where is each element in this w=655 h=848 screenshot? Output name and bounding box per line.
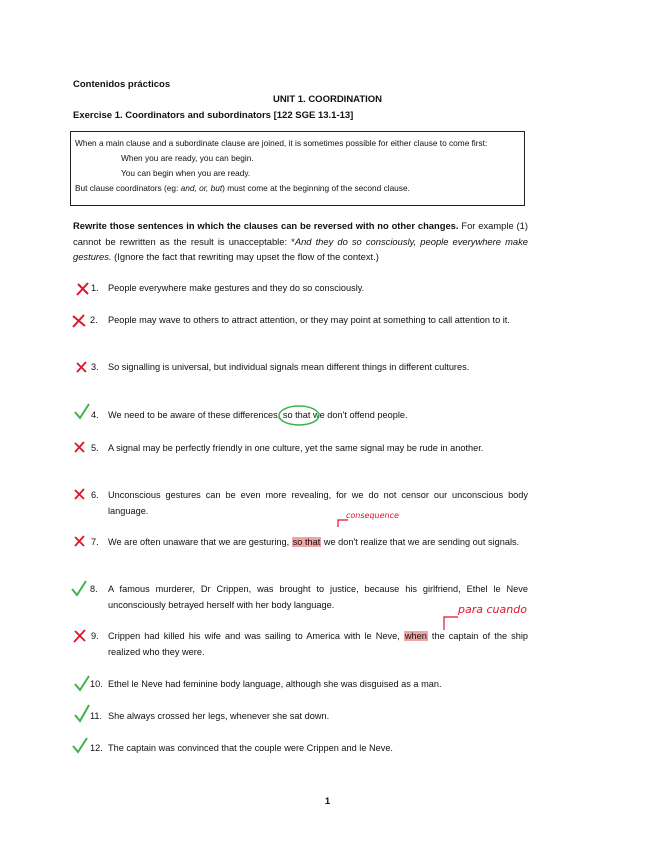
exercise-title: Exercise 1. Coordinators and subordinators [122 SGE 13.1-13] xyxy=(73,110,354,121)
list-item: People everywhere make gestures and they do so consciously. xyxy=(108,283,365,293)
item-number: 7. xyxy=(91,537,99,547)
handwritten-annotation: para cuando xyxy=(458,603,527,616)
item-number: 9. xyxy=(91,631,99,641)
section-heading: Contenidos prácticos xyxy=(73,79,171,90)
list-item: We need to be aware of these differences, so that we don't offend people. xyxy=(108,408,528,424)
item-number: 11. xyxy=(90,711,103,721)
check-mark-icon xyxy=(73,703,91,728)
item-number: 6. xyxy=(91,490,99,500)
unit-title: UNIT 1. COORDINATION xyxy=(272,94,383,105)
cross-mark-icon xyxy=(73,488,86,506)
list-item: We are often unaware that we are gesturing, so that we don't realize that we are sending out signals. xyxy=(108,537,520,547)
list-item: She always crossed her legs, whenever she sat down. xyxy=(108,711,330,721)
check-mark-icon xyxy=(73,674,91,697)
circled-phrase: so that xyxy=(283,408,311,424)
rule-box xyxy=(70,131,525,206)
list-item: The captain was convinced that the couple were Crippen and le Neve. xyxy=(108,743,393,753)
list-item: Unconscious gestures can be even more revealing, for we do not censor our unconscious body language. xyxy=(108,490,528,516)
item-number: 10. xyxy=(90,679,103,689)
cross-mark-icon xyxy=(75,361,88,379)
instructions: Rewrite those sentences in which the clauses can be reversed with no other changes. For example (1) cannot be rewritten as the result is unacceptable: *And they do so consciously, people everywhere make gestures. (Ignore the fact that rewriting may upset the flow of the context.) xyxy=(73,220,528,262)
check-mark-icon xyxy=(73,402,91,425)
cross-mark-icon xyxy=(71,314,87,333)
rule-example-2: You can begin when you are ready. xyxy=(121,168,251,178)
list-item: So signalling is universal, but individual signals mean different things in different cultures. xyxy=(108,362,470,372)
item-number: 1. xyxy=(91,283,99,293)
item-number: 3. xyxy=(91,362,99,372)
rule-example-1: When you are ready, you can begin. xyxy=(121,153,254,163)
list-item: A famous murderer, Dr Crippen, was brought to justice, because his girlfriend, Ethel le Neve unconsciously betrayed herself with her body language. xyxy=(108,584,528,610)
item-number: 12. xyxy=(90,743,103,753)
check-mark-icon xyxy=(70,579,88,602)
cross-mark-icon xyxy=(73,629,87,648)
item-number: 4. xyxy=(91,410,99,420)
annotation-arrow-icon xyxy=(336,517,350,529)
highlighted-phrase: so that xyxy=(292,537,321,547)
list-item: A signal may be perfectly friendly in one culture, yet the same signal may be rude in another. xyxy=(108,443,484,453)
list-item: People may wave to others to attract attention, or they may point at something to call attention to it. xyxy=(108,315,510,325)
list-item: Ethel le Neve had feminine body language, although she was disguised as a man. xyxy=(108,679,442,689)
item-number: 2. xyxy=(90,315,98,325)
item-number: 8. xyxy=(90,584,98,594)
cross-mark-icon xyxy=(76,282,90,301)
page-number: 1 xyxy=(324,796,331,807)
handwritten-annotation: consequence xyxy=(346,511,399,520)
highlighted-phrase: when xyxy=(404,631,427,641)
cross-mark-icon xyxy=(73,535,86,553)
rule-note: But clause coordinators (eg: and, or, but) must come at the beginning of the second clause. xyxy=(75,183,410,193)
cross-mark-icon xyxy=(73,441,86,459)
check-mark-icon xyxy=(71,736,89,759)
rule-text: When a main clause and a subordinate clause are joined, it is sometimes possible for either clause to come first: xyxy=(75,138,488,148)
item-number: 5. xyxy=(91,443,99,453)
list-item: Crippen had killed his wife and was sailing to America with le Neve, when the captain of the ship realized who they were. xyxy=(108,631,529,657)
